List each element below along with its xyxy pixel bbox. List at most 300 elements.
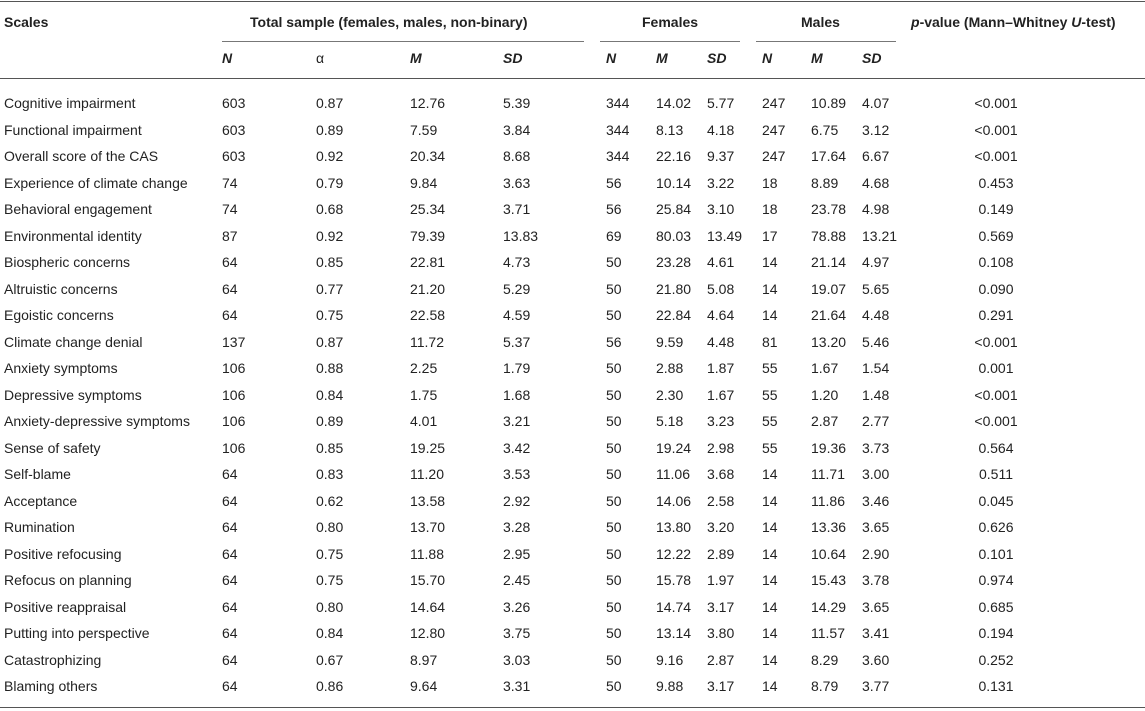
cell-males-m: 8.89 [811,174,839,191]
cell-females-sd: 3.23 [707,413,735,429]
cell-females-m: 2.30 [656,386,684,403]
cell-total-sd: 3.26 [503,598,531,615]
table-row [0,625,1145,651]
cell-p-value: <0.001 [974,386,1018,403]
cell-alpha: 0.80 [316,598,344,615]
cell-males-n: 17 [762,227,778,244]
cell-females-m: 19.24 [656,439,692,456]
cell-males-sd: 6.67 [862,148,890,164]
cell-total-sd: 2.45 [503,572,531,588]
cell-males-m: 21.64 [811,307,847,323]
cell-females-sd: 3.10 [707,201,735,217]
cell-males-m: 8.79 [811,678,839,694]
cell-males-m: 21.14 [811,254,847,270]
table-row [0,122,1145,148]
cell-females-sd: 4.18 [707,121,735,138]
cell-p-value: 0.149 [978,201,1014,217]
cell-total-m: 1.75 [410,386,438,403]
cell-males-sd: 4.48 [862,307,890,323]
cell-total-sd: 3.31 [503,678,531,694]
cell-p-value: <0.001 [974,95,1018,111]
cell-males-m: 19.36 [811,439,847,456]
table-row [0,254,1145,280]
header-males: Males [801,14,840,30]
cell-females-sd: 5.77 [707,95,735,111]
cell-females-sd: 4.48 [707,333,735,350]
table-row [0,678,1145,704]
cell-p-value: <0.001 [974,121,1018,138]
cell-males-m: 78.88 [811,227,847,244]
cell-p-value: 0.090 [978,280,1014,297]
cell-alpha: 0.68 [316,201,344,217]
header-p-suffix: -test) [1081,14,1116,30]
cell-males-sd: 4.97 [862,254,890,270]
cell-females-n: 50 [606,360,622,376]
cell-males-sd: 4.98 [862,201,890,217]
cell-total-m: 9.64 [410,678,438,694]
cell-males-sd: 3.77 [862,678,890,694]
cell-females-n: 50 [606,466,622,482]
cell-females-n: 50 [606,598,622,615]
cell-scale: Positive refocusing [4,545,122,562]
cell-males-m: 13.36 [811,519,847,535]
header-p-value [911,14,1116,30]
cell-females-m: 22.16 [656,148,692,164]
cell-total-n: 64 [222,254,238,270]
cell-females-m: 8.13 [656,121,684,138]
header-scales: Scales [4,14,49,30]
cell-females-sd: 3.22 [707,174,735,191]
cell-alpha: 0.89 [316,413,344,429]
cell-females-sd: 3.80 [707,625,735,641]
cell-scale: Blaming others [4,678,98,694]
cell-males-n: 14 [762,545,778,562]
cell-total-n: 64 [222,678,238,694]
cell-scale: Catastrophizing [4,651,102,668]
cell-total-sd: 3.84 [503,121,531,138]
cell-males-sd: 4.07 [862,95,890,111]
cell-alpha: 0.92 [316,148,344,164]
cell-total-sd: 2.95 [503,545,531,562]
cell-scale: Biospheric concerns [4,254,131,270]
cell-females-m: 2.88 [656,360,684,376]
cell-p-value: 0.252 [978,651,1014,668]
cell-females-m: 25.84 [656,201,692,217]
cell-females-sd: 4.64 [707,307,735,323]
cell-females-n: 344 [606,121,630,138]
cell-females-n: 56 [606,174,622,191]
cell-males-m: 1.67 [811,360,839,376]
cell-males-n: 14 [762,572,778,588]
cell-total-sd: 13.83 [503,227,539,244]
cell-males-n: 14 [762,519,778,535]
cell-total-sd: 3.71 [503,201,531,217]
cell-total-n: 74 [222,174,238,191]
cell-total-n: 64 [222,625,238,641]
cell-females-n: 50 [606,678,622,694]
cell-females-n: 50 [606,651,622,668]
cell-p-value: 0.001 [978,360,1014,376]
cell-males-sd: 3.46 [862,492,890,509]
cell-females-n: 50 [606,572,622,588]
cell-females-m: 9.88 [656,678,684,694]
table-row [0,148,1145,174]
cell-females-n: 344 [606,148,630,164]
table-row [0,572,1145,598]
cell-total-sd: 3.63 [503,174,531,191]
cell-scale: Functional impairment [4,121,142,138]
cell-total-m: 9.84 [410,174,438,191]
table-row [0,95,1145,121]
cell-total-m: 79.39 [410,227,446,244]
cell-scale: Anxiety symptoms [4,360,118,376]
cell-total-m: 11.20 [410,466,444,482]
cell-total-m: 13.70 [410,519,446,535]
cell-males-m: 6.75 [811,121,839,138]
cell-total-sd: 5.37 [503,333,531,350]
cell-males-n: 14 [762,254,778,270]
cell-p-value: 0.974 [978,572,1014,588]
cell-females-n: 50 [606,625,622,641]
cell-scale: Acceptance [4,492,78,509]
cell-females-n: 50 [606,439,622,456]
cell-males-m: 10.89 [811,95,847,111]
cell-scale: Cognitive impairment [4,95,136,111]
cell-females-n: 50 [606,519,622,535]
cell-females-n: 50 [606,280,622,297]
cell-alpha: 0.67 [316,651,344,668]
cell-scale: Putting into perspective [4,625,150,641]
cell-scale: Sense of safety [4,439,101,456]
cell-females-sd: 3.68 [707,466,735,482]
cell-total-sd: 3.28 [503,519,531,535]
cell-males-sd: 3.65 [862,598,890,615]
table-row [0,307,1145,333]
cell-males-sd: 1.48 [862,386,890,403]
total-group-rule [222,41,584,42]
cell-males-n: 14 [762,625,778,641]
cell-alpha: 0.79 [316,174,344,191]
cell-total-m: 11.72 [410,333,444,350]
cell-scale: Experience of climate change [4,174,188,191]
cell-total-n: 603 [222,121,246,138]
cell-p-value: <0.001 [974,333,1018,350]
cell-total-m: 11.88 [410,545,444,562]
cell-scale: Rumination [4,519,75,535]
cell-total-m: 4.01 [410,413,438,429]
table-row [0,175,1145,201]
cell-p-value: <0.001 [974,413,1018,429]
cell-females-sd: 2.58 [707,492,735,509]
header-p-letter: p [911,14,920,30]
cell-p-value: 0.045 [978,492,1014,509]
cell-females-sd: 5.08 [707,280,735,297]
cell-females-sd: 2.89 [707,545,735,562]
cell-alpha: 0.87 [316,95,344,111]
cell-males-sd: 3.60 [862,651,890,668]
cell-total-sd: 1.68 [503,386,531,403]
cell-alpha: 0.92 [316,227,344,244]
cell-total-n: 64 [222,492,238,509]
cell-males-m: 17.64 [811,148,847,164]
cell-males-n: 18 [762,201,778,217]
cell-total-sd: 3.42 [503,439,531,456]
cell-males-sd: 3.78 [862,572,890,588]
cell-alpha: 0.86 [316,678,344,694]
cell-p-value: 0.131 [978,678,1014,694]
cell-scale: Refocus on planning [4,572,132,588]
cell-total-m: 13.58 [410,492,446,509]
cell-males-sd: 13.21 [862,227,898,244]
cell-total-m: 12.80 [410,625,446,641]
cell-total-m: 20.34 [410,148,446,164]
cell-males-m: 14.29 [811,598,847,615]
cell-total-n: 603 [222,148,246,164]
cell-males-n: 247 [762,148,786,164]
cell-scale: Altruistic concerns [4,280,118,297]
cell-females-m: 11.06 [656,466,690,482]
cell-p-value: 0.194 [978,625,1014,641]
cell-total-m: 19.25 [410,439,446,456]
cell-females-sd: 1.97 [707,572,735,588]
header-bottom-rule [0,78,1145,79]
cell-females-sd: 3.20 [707,519,735,535]
cell-females-sd: 1.67 [707,386,735,403]
cell-females-sd: 1.87 [707,360,735,376]
cell-males-n: 14 [762,598,778,615]
cell-total-n: 603 [222,95,246,111]
cell-females-m: 9.59 [656,333,684,350]
subheader-males-sd: SD [862,50,882,66]
table-row [0,228,1145,254]
cell-males-sd: 1.54 [862,360,890,376]
cell-males-sd: 3.00 [862,466,890,482]
header-u-letter: U [1071,14,1082,30]
subheader-females-n: N [606,50,617,66]
cell-total-n: 64 [222,466,238,482]
cell-alpha: 0.75 [316,307,344,323]
females-group-rule [600,41,740,42]
table-row [0,360,1145,386]
table-top-rule [0,1,1145,2]
cell-females-m: 12.22 [656,545,692,562]
cell-alpha: 0.83 [316,466,344,482]
cell-alpha: 0.77 [316,280,344,297]
cell-total-n: 106 [222,439,246,456]
cell-p-value: 0.564 [978,439,1014,456]
cell-scale: Environmental identity [4,227,142,244]
cell-females-m: 22.84 [656,307,692,323]
cell-alpha: 0.62 [316,492,344,509]
cell-females-n: 50 [606,413,622,429]
cell-alpha: 0.75 [316,572,344,588]
cell-males-sd: 4.68 [862,174,890,191]
cell-females-m: 80.03 [656,227,692,244]
cell-total-m: 7.59 [410,121,438,138]
cell-females-sd: 9.37 [707,148,735,164]
cell-total-n: 64 [222,307,238,323]
cell-total-sd: 3.53 [503,466,531,482]
cell-total-m: 21.20 [410,280,446,297]
cell-scale: Overall score of the CAS [4,148,159,164]
cell-p-value: 0.626 [978,519,1014,535]
table-row [0,334,1145,360]
cell-females-m: 14.02 [656,95,692,111]
cell-total-n: 64 [222,545,238,562]
cell-alpha: 0.80 [316,519,344,535]
cell-males-m: 15.43 [811,572,847,588]
cell-males-n: 55 [762,439,778,456]
cell-females-sd: 13.49 [707,227,743,244]
cell-females-n: 50 [606,545,622,562]
cell-scale: Anxiety-depressive symptoms [4,413,190,429]
cell-total-sd: 4.59 [503,307,531,323]
cell-p-value: 0.101 [978,545,1014,562]
cell-females-n: 56 [606,333,622,350]
cell-scale: Depressive symptoms [4,386,142,403]
cell-total-n: 74 [222,201,238,217]
cell-total-m: 8.97 [410,651,438,668]
cell-alpha: 0.89 [316,121,344,138]
table-row [0,413,1145,439]
cell-scale: Egoistic concerns [4,307,114,323]
table-row [0,652,1145,678]
header-p-mid: -value (Mann–Whitney [919,14,1072,30]
cell-scale: Self-blame [4,466,71,482]
cell-females-n: 344 [606,95,630,111]
cell-females-sd: 3.17 [707,598,735,615]
cell-males-sd: 5.65 [862,280,890,297]
cell-males-n: 18 [762,174,778,191]
subheader-males-n: N [762,50,773,66]
cell-total-m: 12.76 [410,95,446,111]
cell-females-sd: 2.87 [707,651,735,668]
cell-total-m: 14.64 [410,598,446,615]
cell-p-value: 0.108 [978,254,1014,270]
cell-males-n: 247 [762,95,786,111]
cell-males-m: 13.20 [811,333,847,350]
cell-males-sd: 2.90 [862,545,890,562]
cell-total-sd: 8.68 [503,148,531,164]
cell-alpha: 0.85 [316,439,344,456]
cell-total-m: 15.70 [410,572,446,588]
males-group-rule [756,41,896,42]
cell-males-n: 14 [762,280,778,297]
subheader-females-m: M [656,50,668,66]
table-row [0,493,1145,519]
cell-total-n: 64 [222,598,238,615]
cell-total-n: 106 [222,413,246,429]
cell-scale: Climate change denial [4,333,143,350]
cell-males-m: 1.20 [811,386,839,403]
cell-total-sd: 5.29 [503,280,531,297]
cell-males-sd: 3.65 [862,519,890,535]
cell-males-n: 55 [762,360,778,376]
cell-males-m: 10.64 [811,545,847,562]
table-row [0,281,1145,307]
cell-males-n: 247 [762,121,786,138]
cell-total-n: 64 [222,572,238,588]
cell-total-sd: 3.03 [503,651,531,668]
cell-alpha: 0.84 [316,625,344,641]
cell-scale: Positive reappraisal [4,598,127,615]
cell-females-m: 23.28 [656,254,692,270]
cell-females-m: 13.80 [656,519,692,535]
cell-males-sd: 3.41 [862,625,890,641]
cell-males-n: 55 [762,413,778,429]
cell-alpha: 0.84 [316,386,344,403]
cell-males-m: 8.29 [811,651,839,668]
cell-total-n: 64 [222,519,238,535]
cell-males-m: 19.07 [811,280,847,297]
cell-males-sd: 3.12 [862,121,890,138]
table-row [0,599,1145,625]
cell-females-n: 50 [606,492,622,509]
cell-females-sd: 4.61 [707,254,735,270]
table-row [0,546,1145,572]
cell-total-n: 137 [222,333,246,350]
cell-alpha: 0.87 [316,333,344,350]
cell-females-m: 14.74 [656,598,692,615]
cell-alpha: 0.88 [316,360,344,376]
cell-total-m: 25.34 [410,201,446,217]
cell-p-value: <0.001 [974,148,1018,164]
table-row [0,440,1145,466]
cell-females-m: 13.14 [656,625,692,641]
cell-total-sd: 3.75 [503,625,531,641]
cell-males-sd: 2.77 [862,413,890,429]
cell-males-sd: 3.73 [862,439,890,456]
table-row [0,466,1145,492]
cell-males-n: 81 [762,333,778,350]
cell-males-m: 11.71 [811,466,845,482]
cell-total-m: 2.25 [410,360,438,376]
cell-p-value: 0.569 [978,227,1014,244]
cell-females-sd: 3.17 [707,678,735,694]
cell-total-m: 22.58 [410,307,446,323]
cell-males-m: 23.78 [811,201,847,217]
cell-females-m: 21.80 [656,280,692,297]
cell-males-n: 14 [762,492,778,509]
cell-alpha: 0.75 [316,545,344,562]
cell-females-m: 10.14 [656,174,692,191]
cell-females-n: 50 [606,307,622,323]
cell-males-m: 2.87 [811,413,839,429]
cell-total-m: 22.81 [410,254,446,270]
cell-scale: Behavioral engagement [4,201,152,217]
cell-total-sd: 3.21 [503,413,531,429]
table-bottom-rule [0,707,1145,708]
cell-p-value: 0.685 [978,598,1014,615]
cell-p-value: 0.291 [978,307,1014,323]
subheader-total-sd: SD [503,50,523,66]
cell-total-n: 106 [222,386,246,403]
cell-females-n: 69 [606,227,622,244]
header-females: Females [642,14,699,30]
cell-males-n: 14 [762,307,778,323]
cell-males-n: 55 [762,386,778,403]
cell-males-m: 11.57 [811,625,845,641]
table-row [0,387,1145,413]
cell-total-n: 64 [222,280,238,297]
cell-females-m: 15.78 [656,572,692,588]
subheader-males-m: M [811,50,823,66]
cell-females-m: 5.18 [656,413,684,429]
cell-females-n: 50 [606,254,622,270]
cell-females-m: 14.06 [656,492,692,509]
cell-total-n: 64 [222,651,238,668]
cell-p-value: 0.511 [979,466,1013,482]
